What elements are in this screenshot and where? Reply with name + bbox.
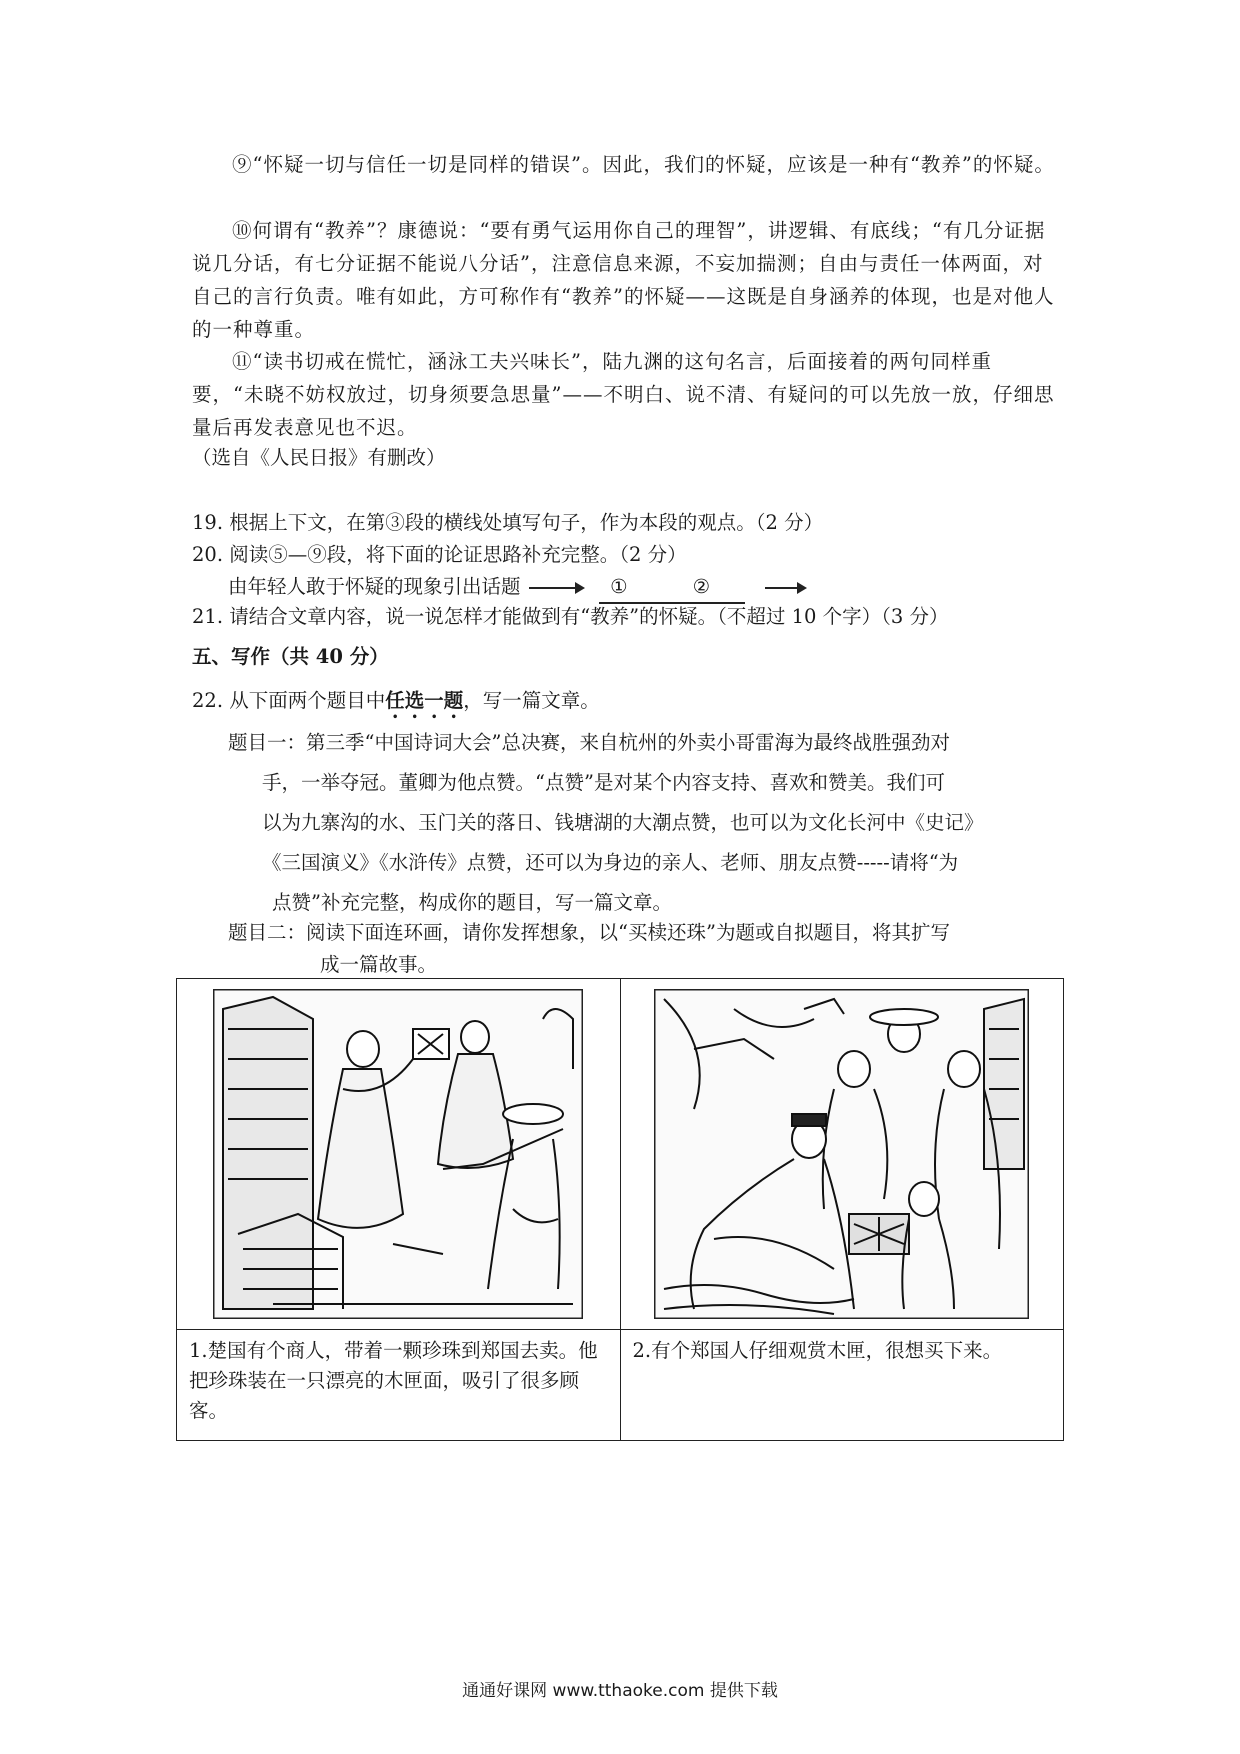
topic1-line: 手，一举夺冠。董卿为他点赞。“点赞”是对某个内容支持、喜欢和赞美。我们可 bbox=[262, 771, 945, 794]
comic-caption-cell-2 bbox=[620, 1330, 1064, 1441]
comic-illustration-1 bbox=[213, 989, 583, 1319]
topic1-line: 点赞”补充完整，构成你的题目，写一篇文章。 bbox=[272, 891, 672, 914]
topic1-line: 以为九寨沟的水、玉门关的落日、钱塘湖的大潮点赞，也可以为文化长河中《史记》 bbox=[262, 811, 984, 834]
comic-illustration-2 bbox=[654, 989, 1029, 1319]
flow-answer-blank bbox=[599, 572, 745, 604]
section-heading-writing: 五、写作（共 40 分） bbox=[192, 645, 389, 668]
q22-suffix: ，写一篇文章。 bbox=[463, 689, 600, 712]
paragraph-9: ⑨“怀疑一切与信任一切是同样的错误”。因此，我们的怀疑，应该是一种有“教养”的怀疑。 bbox=[232, 153, 1055, 176]
comic-panel-2 bbox=[620, 979, 1064, 1330]
flow-start-text: 由年轻人敢于怀疑的现象引出话题 bbox=[228, 575, 521, 598]
comic-panel-1 bbox=[177, 979, 621, 1330]
topic2-line: 题目二：阅读下面连环画，请你发挥想象，以“买椟还珠”为题或自拟题目，将其扩写 bbox=[228, 921, 950, 944]
paragraph-11: ⑪“读书切戒在慌忙，涵泳工夫兴味长”，陆九渊的这句名言，后面接着的两句同样重要，“未晓不妨权放过，切身须要急思量”——不明白、说不清、有疑问的可以先放一放，仔细思量后再发表意见也不迟。 bbox=[192, 350, 1055, 439]
comic-caption-1: 1.楚国有个商人，带着一颗珍珠到郑国去卖。他把珍珠装在一只漂亮的木匣面，吸引了很多顾客。 bbox=[189, 1339, 598, 1422]
question-20: 20. 阅读⑤—⑨段，将下面的论证思路补充完整。（2 分） bbox=[192, 543, 687, 566]
footer-download-note: 通通好课网 www.tthaoke.com 提供下载 bbox=[462, 1681, 778, 1701]
comic-caption-2: 2.有个郑国人仔细观赏木匣，很想买下来。 bbox=[632, 1339, 1003, 1362]
paragraph-10: ⑩何谓有“教养”？康德说：“要有勇气运用你自己的理智”，讲逻辑、有底线；“有几分证据说几分话，有七分证据不能说八分话”，注意信息来源，不妄加揣测；自由与责任一体两面，对自己的言行负责。唯有如此，方可称作有“教养”的怀疑——这既是自身涵养的体现，也是对他人的一种尊重。 bbox=[192, 219, 1055, 341]
argument-flow bbox=[228, 572, 805, 604]
topic2-line: 成一篇故事。 bbox=[320, 953, 438, 976]
q22-emphasis: 任选一题 bbox=[385, 689, 464, 712]
comic-strip-table bbox=[176, 978, 1064, 1441]
topic1-line: 《三国演义》《水浒传》点赞，还可以为身边的亲人、老师、朋友点赞-----请将“为 bbox=[262, 851, 959, 874]
arrow-icon bbox=[765, 587, 805, 589]
q22-prefix: 22. 从下面两个题目中 bbox=[192, 689, 386, 712]
question-22 bbox=[192, 686, 600, 723]
topic1-line: 题目一：第三季“中国诗词大会”总决赛，来自杭州的外卖小哥雷海为最终战胜强劲对 bbox=[228, 731, 950, 754]
flow-blank-1: ① bbox=[610, 575, 628, 598]
comic-caption-cell-1 bbox=[177, 1330, 621, 1441]
arrow-icon bbox=[529, 587, 583, 589]
source-note: （选自《人民日报》有删改） bbox=[192, 446, 446, 469]
flow-blank-2: ② bbox=[692, 575, 711, 598]
question-21: 21. 请结合文章内容，说一说怎样才能做到有“教养”的怀疑。（不超过 10 个字）（3 分） bbox=[192, 605, 949, 628]
question-19: 19. 根据上下文，在第③段的横线处填写句子，作为本段的观点。（2 分） bbox=[192, 511, 824, 534]
